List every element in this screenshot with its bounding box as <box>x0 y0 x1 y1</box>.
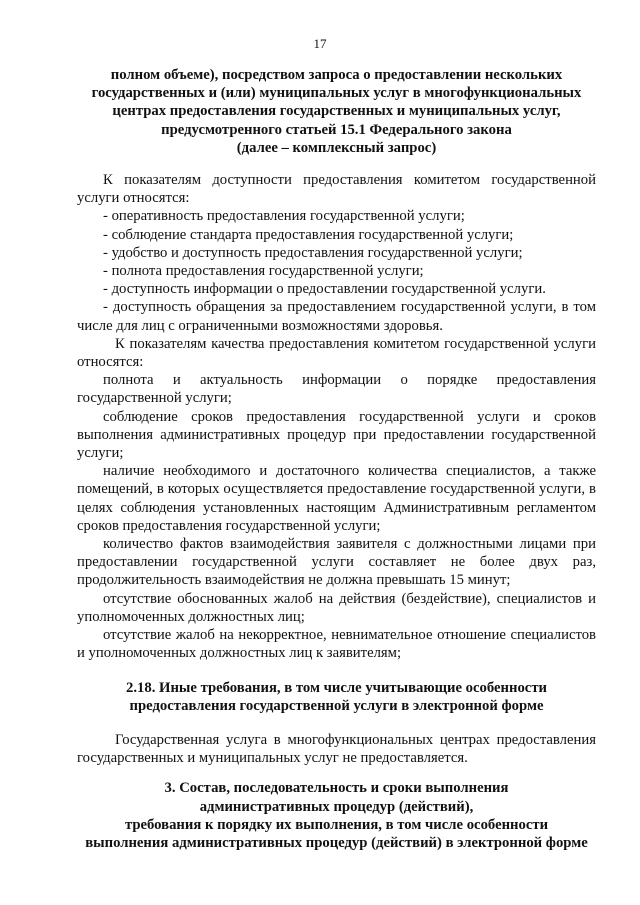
heading-line: предоставления государственной услуги в электронной форме <box>129 697 544 714</box>
availability-indicators <box>77 171 596 335</box>
list-item: полнота и актуальность информации о порядке предоставления государственной услуги; <box>77 372 596 407</box>
section-2-18-text: Государственная услуга в многофункциональных центрах предоставления государственных и муниципальных услуг не предоставляется. <box>77 731 596 767</box>
quality-intro: К показателям качества предоставления комитетом государственной услуги относятся: <box>77 335 596 371</box>
heading-line: 3. Состав, последовательность и сроки выполнения <box>164 780 509 797</box>
heading-line: центрах предоставления государственных и муниципальных услуг, <box>112 103 561 120</box>
list-item: - доступность информации о предоставлении государственной услуги. <box>103 281 546 298</box>
list-item: соблюдение сроков предоставления государственной услуги и сроков выполнения административных процедур при предоставлении государственной услуги; <box>77 408 596 462</box>
heading-line: административных процедур (действий), <box>199 798 474 815</box>
list-item: - доступность обращения за предоставлением государственной услуги, в том числе для лиц с ограниченными возможностями здоровья. <box>77 299 596 334</box>
heading-line: требования к порядку их выполнения, в том числе особенности <box>124 816 549 833</box>
page-content <box>77 66 596 852</box>
list-item: - полнота предоставления государственной услуги; <box>103 263 424 280</box>
list-item: наличие необходимого и достаточного количества специалистов, а также помещений, в которых осуществляется предоставление государственной услуги, в целях соблюдения установленных настоящим Административным регламентом сроков предоставления государственной услуги; <box>77 463 596 534</box>
section-3-heading <box>77 779 596 852</box>
list-item: - соблюдение стандарта предоставления государственной услуги; <box>103 226 514 243</box>
list-item: отсутствие жалоб на некорректное, невнимательное отношение специалистов и уполномоченных должностных лиц к заявителям; <box>77 627 596 662</box>
heading-line: выполнения административных процедур (действий) в электронной форме <box>85 834 588 851</box>
heading-line: (далее – комплексный запрос) <box>236 139 437 156</box>
availability-intro: К показателям доступности предоставления комитетом государственной услуги относятся: <box>77 172 596 207</box>
heading-line: 2.18. Иные требования, в том числе учитывающие особенности <box>125 679 548 696</box>
list-item: - удобство и доступность предоставления государственной услуги; <box>103 244 523 261</box>
list-item: количество фактов взаимодействия заявителя с должностными лицами при предоставлении государственной услуги составляет не более двух раз, продолжительность взаимодействия не должна превышать 15 минут; <box>77 536 596 589</box>
list-item: отсутствие обоснованных жалоб на действия (бездействие), специалистов и уполномоченных должностных лиц; <box>77 590 596 625</box>
list-item: - оперативность предоставления государственной услуги; <box>103 208 465 225</box>
heading-line: полном объеме), посредством запроса о предоставлении нескольких <box>110 67 563 83</box>
intro-heading <box>77 66 596 157</box>
heading-line: предусмотренного статьей 15.1 Федерального закона <box>161 121 512 138</box>
page-number: 17 <box>313 36 327 51</box>
heading-line: государственных и (или) муниципальных услуг в многофункциональных <box>91 85 582 102</box>
quality-indicators <box>77 335 596 663</box>
section-2-18-heading <box>77 679 596 715</box>
